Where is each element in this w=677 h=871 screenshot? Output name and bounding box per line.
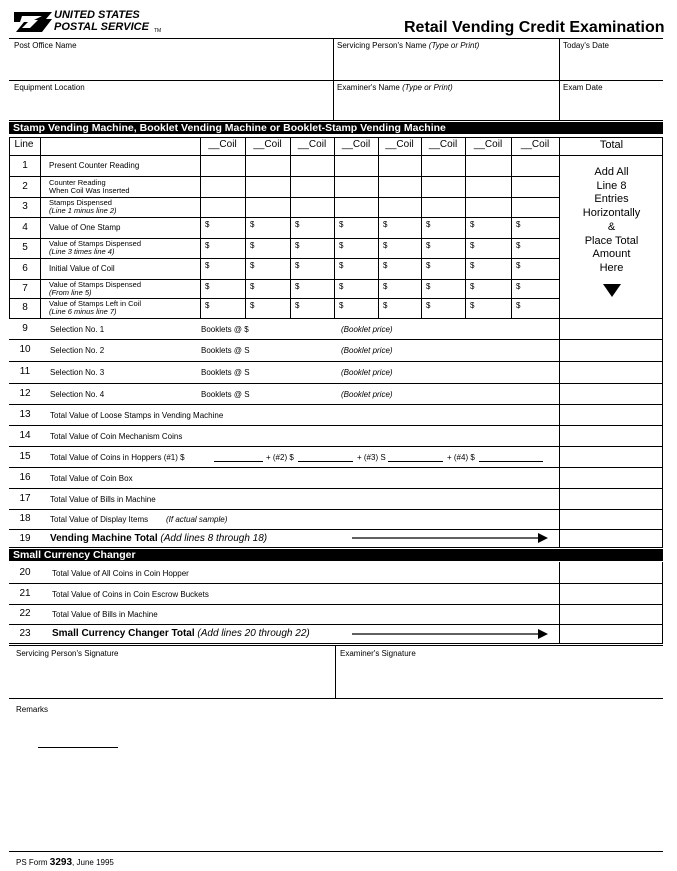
row-label: Initial Value of Coil: [49, 264, 115, 273]
line-number: 12: [19, 388, 31, 399]
line-number: 5: [22, 242, 28, 253]
line-number: 22: [19, 608, 31, 619]
coil-cell[interactable]: [246, 177, 290, 197]
line-number: 23: [19, 628, 31, 639]
coil-header: __Coil: [428, 139, 458, 150]
coil-cell[interactable]: [466, 198, 511, 217]
dollar-sign: $: [470, 282, 475, 291]
rule: [9, 645, 663, 646]
coil-header: __Coil: [473, 139, 503, 150]
coil-cell[interactable]: [422, 177, 465, 197]
coil-cell[interactable]: [379, 299, 421, 318]
total-note-line: Entries: [594, 193, 629, 206]
dollar-sign: $: [295, 220, 300, 229]
row-label: Counter Reading: [49, 178, 106, 187]
total-cell[interactable]: [560, 468, 662, 488]
coil-cell[interactable]: [422, 299, 465, 318]
coil-cell[interactable]: [512, 177, 559, 197]
coil-cell[interactable]: [466, 280, 511, 298]
dollar-sign: $: [339, 241, 344, 250]
row-label: Stamps Dispensed: [49, 198, 112, 207]
hopper-blank[interactable]: [388, 461, 443, 462]
hopper-label: + (#2) $: [266, 453, 294, 462]
rule: [40, 137, 41, 318]
line-number: 6: [22, 263, 28, 274]
booklets-input[interactable]: [260, 345, 338, 357]
coil-cell[interactable]: [466, 156, 511, 176]
coil-cell[interactable]: [379, 280, 421, 298]
coil-cell[interactable]: [379, 259, 421, 279]
coil-cell[interactable]: [201, 299, 245, 318]
total-cell[interactable]: [560, 426, 662, 446]
total-note-line: Place Total: [584, 234, 639, 247]
coil-cell[interactable]: [201, 239, 245, 258]
rule: [9, 643, 663, 644]
coil-header: __Coil: [341, 139, 371, 150]
coil-cell[interactable]: [379, 156, 421, 176]
total-cell[interactable]: [560, 340, 662, 361]
coil-cell[interactable]: [291, 156, 334, 176]
total-note-line: Amount: [592, 248, 631, 261]
dollar-sign: $: [383, 301, 388, 310]
rule: [9, 137, 663, 138]
total-note-line: Line 8: [596, 179, 627, 192]
total-cell[interactable]: [560, 319, 662, 339]
total-cell[interactable]: [560, 510, 662, 529]
line-number: 10: [19, 344, 31, 355]
booklets-input[interactable]: [260, 324, 338, 336]
form-title: Retail Vending Credit Examination: [404, 19, 665, 36]
booklets-label: Booklets @ S: [201, 390, 250, 399]
coil-cell[interactable]: [201, 280, 245, 298]
dollar-sign: $: [339, 261, 344, 270]
rule: [9, 318, 559, 319]
arrow-down-icon: [603, 284, 621, 297]
coil-cell[interactable]: [291, 177, 334, 197]
dollar-sign: $: [383, 282, 388, 291]
line-number: 15: [19, 451, 31, 462]
changer-total-note: (Add lines 20 through 22): [197, 628, 310, 639]
line-number: 20: [19, 567, 31, 578]
dollar-sign: $: [205, 241, 210, 250]
rule: [662, 562, 663, 643]
booklet-price-label: (Booklet price): [341, 325, 393, 334]
section1-header: Stamp Vending Machine, Booklet Vending Machine or Booklet-Stamp Vending Machine: [9, 122, 663, 134]
coil-cell[interactable]: [335, 239, 378, 258]
hopper-blank[interactable]: [214, 461, 263, 462]
row-label: Total Value of Bills in Machine: [52, 610, 158, 619]
row-label: Total Value of Loose Stamps in Vending Machine: [50, 411, 224, 420]
line-number: 8: [22, 302, 28, 313]
coil-cell[interactable]: [466, 239, 511, 258]
rule: [559, 155, 663, 156]
coil-cell[interactable]: [246, 218, 290, 238]
dollar-sign: $: [426, 301, 431, 310]
coil-cell[interactable]: [512, 299, 559, 318]
coil-cell[interactable]: [379, 177, 421, 197]
line-number: 9: [22, 323, 28, 334]
coil-cell[interactable]: [246, 156, 290, 176]
dollar-sign: $: [295, 241, 300, 250]
form-number: [16, 857, 114, 868]
hopper-label: + (#4) $: [447, 453, 475, 462]
logo-line2: POSTAL SERVICE: [54, 21, 149, 33]
arrow-right-icon: [352, 533, 548, 543]
coil-cell[interactable]: [291, 299, 334, 318]
dollar-sign: $: [426, 282, 431, 291]
row-label-note: (If actual sample): [166, 515, 228, 524]
examiner-name-hint: (Type or Print): [402, 83, 453, 92]
examiner-signature-field[interactable]: Examiner's Signature: [340, 649, 416, 658]
line-number: 14: [19, 430, 31, 441]
dollar-sign: $: [516, 261, 521, 270]
row-label: Value of Stamps Dispensed: [49, 280, 141, 289]
dollar-sign: $: [426, 220, 431, 229]
total-note: [560, 166, 663, 276]
changer-total-label: [52, 628, 310, 639]
row-label: Present Counter Reading: [49, 161, 140, 170]
vending-total-note: (Add lines 8 through 18): [160, 533, 268, 544]
examiner-name-field[interactable]: [337, 83, 453, 92]
dollar-sign: $: [250, 241, 255, 250]
row-label: Value of Stamps Left in Coil: [49, 299, 141, 308]
exam-date-field[interactable]: Exam Date: [563, 83, 603, 92]
total-cell[interactable]: [560, 489, 662, 509]
dollar-sign: $: [295, 261, 300, 270]
todays-date-field[interactable]: Today's Date: [563, 41, 609, 50]
total-header: Total: [599, 139, 624, 151]
rule: [333, 38, 334, 120]
coil-header: __Coil: [297, 139, 327, 150]
coil-cell[interactable]: [335, 218, 378, 238]
dollar-sign: $: [250, 282, 255, 291]
form-date: , June 1995: [72, 858, 114, 867]
coil-cell[interactable]: [246, 259, 290, 279]
dollar-sign: $: [250, 261, 255, 270]
total-cell[interactable]: [560, 405, 662, 425]
total-note-line: &: [607, 220, 616, 233]
booklets-label: Booklets @ S: [201, 368, 250, 377]
row-label: Total Value of Bills in Machine: [50, 495, 156, 504]
row-sublabel: (Line 6 minus line 7): [49, 307, 117, 316]
line-header: Line: [14, 139, 34, 150]
dollar-sign: $: [250, 301, 255, 310]
dollar-sign: $: [339, 301, 344, 310]
coil-cell[interactable]: [335, 198, 378, 217]
remarks-field[interactable]: Remarks: [16, 705, 49, 714]
servicing-name-field[interactable]: [337, 41, 479, 50]
row-label: Total Value of Coins in Coin Escrow Buckets: [52, 590, 209, 599]
hopper-blank[interactable]: [298, 461, 353, 462]
booklets-label: Booklets @ S: [201, 346, 250, 355]
usps-logo: [12, 8, 162, 36]
coil-cell[interactable]: [422, 156, 465, 176]
coil-header: __Coil: [253, 139, 282, 150]
line-number: 3: [22, 201, 28, 212]
rule: [559, 318, 560, 547]
coil-cell[interactable]: [379, 239, 421, 258]
dollar-sign: $: [516, 220, 521, 229]
dollar-sign: $: [250, 220, 255, 229]
row-label: Total Value of Coins in Hoppers (#1) $: [50, 453, 185, 462]
rule: [9, 38, 663, 39]
row-label: Total Value of Coin Box: [50, 474, 133, 483]
total-cell[interactable]: [560, 605, 662, 624]
coil-cell[interactable]: [291, 239, 334, 258]
line-number: 1: [22, 160, 28, 171]
hopper-label: + (#3) S: [357, 453, 386, 462]
rule: [38, 747, 118, 748]
line-number: 21: [19, 588, 31, 599]
examiner-name-label: Examiner's Name: [337, 83, 400, 92]
changer-total-text: Small Currency Changer Total: [52, 628, 195, 639]
coil-cell[interactable]: [291, 259, 334, 279]
eagle-icon: [12, 8, 54, 34]
coil-cell[interactable]: [291, 198, 334, 217]
coil-cell[interactable]: [379, 218, 421, 238]
dollar-sign: $: [470, 261, 475, 270]
dollar-sign: $: [339, 282, 344, 291]
row-label: Selection No. 4: [50, 390, 105, 399]
dollar-sign: $: [339, 220, 344, 229]
rule: [559, 38, 560, 120]
dollar-sign: $: [383, 261, 388, 270]
dollar-sign: $: [205, 282, 210, 291]
coil-cell[interactable]: [201, 156, 245, 176]
dollar-sign: $: [470, 241, 475, 250]
coil-cell[interactable]: [466, 259, 511, 279]
coil-header: __Coil: [208, 139, 237, 150]
coil-cell[interactable]: [422, 259, 465, 279]
section2-header: Small Currency Changer: [9, 549, 663, 561]
line-number: 7: [22, 283, 28, 294]
row-sublabel: (Line 3 times line 4): [49, 247, 115, 256]
coil-cell[interactable]: [201, 218, 245, 238]
vending-total-cell[interactable]: [560, 530, 662, 546]
line-number: 11: [19, 366, 31, 377]
coil-cell[interactable]: [246, 239, 290, 258]
row-label: Total Value of Coin Mechanism Coins: [50, 432, 183, 441]
dollar-sign: $: [295, 282, 300, 291]
rule: [9, 80, 663, 81]
arrow-right-icon: [352, 629, 548, 639]
line-number: 19: [19, 533, 31, 544]
dollar-sign: $: [516, 282, 521, 291]
coil-cell[interactable]: [512, 280, 559, 298]
form-number-value: 3293: [49, 857, 73, 868]
dollar-sign: $: [295, 301, 300, 310]
row-label: Total Value of All Coins in Coin Hopper: [52, 569, 189, 578]
coil-cell[interactable]: [422, 218, 465, 238]
coil-cell[interactable]: [335, 156, 378, 176]
booklet-price-label: (Booklet price): [341, 368, 393, 377]
coil-cell[interactable]: [422, 239, 465, 258]
dollar-sign: $: [426, 261, 431, 270]
hopper-blank[interactable]: [479, 461, 543, 462]
coil-cell[interactable]: [512, 239, 559, 258]
line-number: 4: [22, 222, 28, 233]
coil-cell[interactable]: [512, 198, 559, 217]
total-cell[interactable]: [560, 362, 662, 383]
coil-cell[interactable]: [246, 198, 290, 217]
rule: [662, 318, 663, 547]
coil-cell[interactable]: [512, 218, 559, 238]
coil-header: __Coil: [385, 139, 414, 150]
servicing-name-hint: (Type or Print): [428, 41, 480, 50]
changer-total-cell[interactable]: [560, 625, 662, 642]
coil-cell[interactable]: [335, 299, 378, 318]
row-label: Value of One Stamp: [49, 223, 121, 232]
total-cell[interactable]: [560, 563, 662, 583]
total-note-line: Here: [599, 261, 624, 274]
row-label: Selection No. 1: [50, 325, 105, 334]
rule: [9, 851, 663, 852]
row-label: Selection No. 3: [50, 368, 105, 377]
vending-total-text: Vending Machine Total: [50, 533, 158, 544]
total-cell[interactable]: [560, 384, 662, 404]
dollar-sign: $: [205, 220, 210, 229]
coil-cell[interactable]: [379, 198, 421, 217]
rule: [9, 120, 663, 121]
dollar-sign: $: [470, 301, 475, 310]
dollar-sign: $: [383, 220, 388, 229]
coil-cell[interactable]: [246, 299, 290, 318]
coil-cell[interactable]: [422, 280, 465, 298]
line-number: 13: [19, 409, 31, 420]
coil-cell[interactable]: [201, 259, 245, 279]
servicing-signature-field[interactable]: Servicing Person's Signature: [16, 649, 119, 658]
booklets-input[interactable]: [260, 389, 338, 401]
total-note-line: Add All: [594, 166, 629, 178]
booklets-input[interactable]: [260, 367, 338, 379]
dollar-sign: $: [516, 301, 521, 310]
form-prefix: PS Form: [16, 858, 48, 867]
coil-cell[interactable]: [512, 259, 559, 279]
servicing-name-label: Servicing Person's Name: [337, 41, 427, 50]
coil-cell[interactable]: [335, 177, 378, 197]
dollar-sign: $: [205, 261, 210, 270]
dollar-sign: $: [205, 301, 210, 310]
coil-cell[interactable]: [246, 280, 290, 298]
post-office-name-field[interactable]: Post Office Name: [14, 41, 77, 50]
row-label: Value of Stamps Dispensed: [49, 239, 141, 248]
booklets-label: Booklets @ $: [201, 325, 249, 334]
rule: [9, 698, 663, 699]
coil-cell[interactable]: [512, 156, 559, 176]
coil-cell[interactable]: [466, 177, 511, 197]
booklet-price-label: (Booklet price): [341, 390, 393, 399]
line-number: 18: [19, 513, 31, 524]
coil-cell[interactable]: [201, 177, 245, 197]
coil-cell[interactable]: [291, 218, 334, 238]
rule: [335, 645, 336, 698]
coil-cell[interactable]: [466, 218, 511, 238]
total-cell[interactable]: [560, 584, 662, 604]
coil-cell[interactable]: [291, 280, 334, 298]
dollar-sign: $: [383, 241, 388, 250]
coil-cell[interactable]: [335, 280, 378, 298]
booklet-price-label: (Booklet price): [341, 346, 393, 355]
equipment-location-field[interactable]: Equipment Location: [14, 83, 85, 92]
dollar-sign: $: [470, 220, 475, 229]
line-number: 2: [22, 181, 28, 192]
logo-line1: UNITED STATES: [54, 9, 140, 21]
logo-tm: TM: [154, 28, 162, 34]
vending-total-label: [50, 533, 267, 544]
row-label: Selection No. 2: [50, 346, 105, 355]
total-note-line: Horizontally: [582, 207, 641, 220]
line-number: 17: [19, 493, 31, 504]
coil-cell[interactable]: [201, 198, 245, 217]
coil-header: __Coil: [520, 139, 550, 150]
row-sublabel: (Line 1 minus line 2): [49, 206, 117, 215]
coil-cell[interactable]: [335, 259, 378, 279]
total-cell[interactable]: [560, 447, 662, 467]
row-label: Total Value of Display Items: [50, 515, 149, 524]
row-sublabel: When Coil Was Inserted: [49, 186, 130, 195]
line-number: 16: [19, 472, 31, 483]
coil-cell[interactable]: [466, 299, 511, 318]
coil-cell[interactable]: [422, 198, 465, 217]
dollar-sign: $: [516, 241, 521, 250]
row-sublabel: (From line 5): [49, 288, 92, 297]
rule: [662, 529, 663, 547]
dollar-sign: $: [426, 241, 431, 250]
rule: [9, 547, 663, 548]
